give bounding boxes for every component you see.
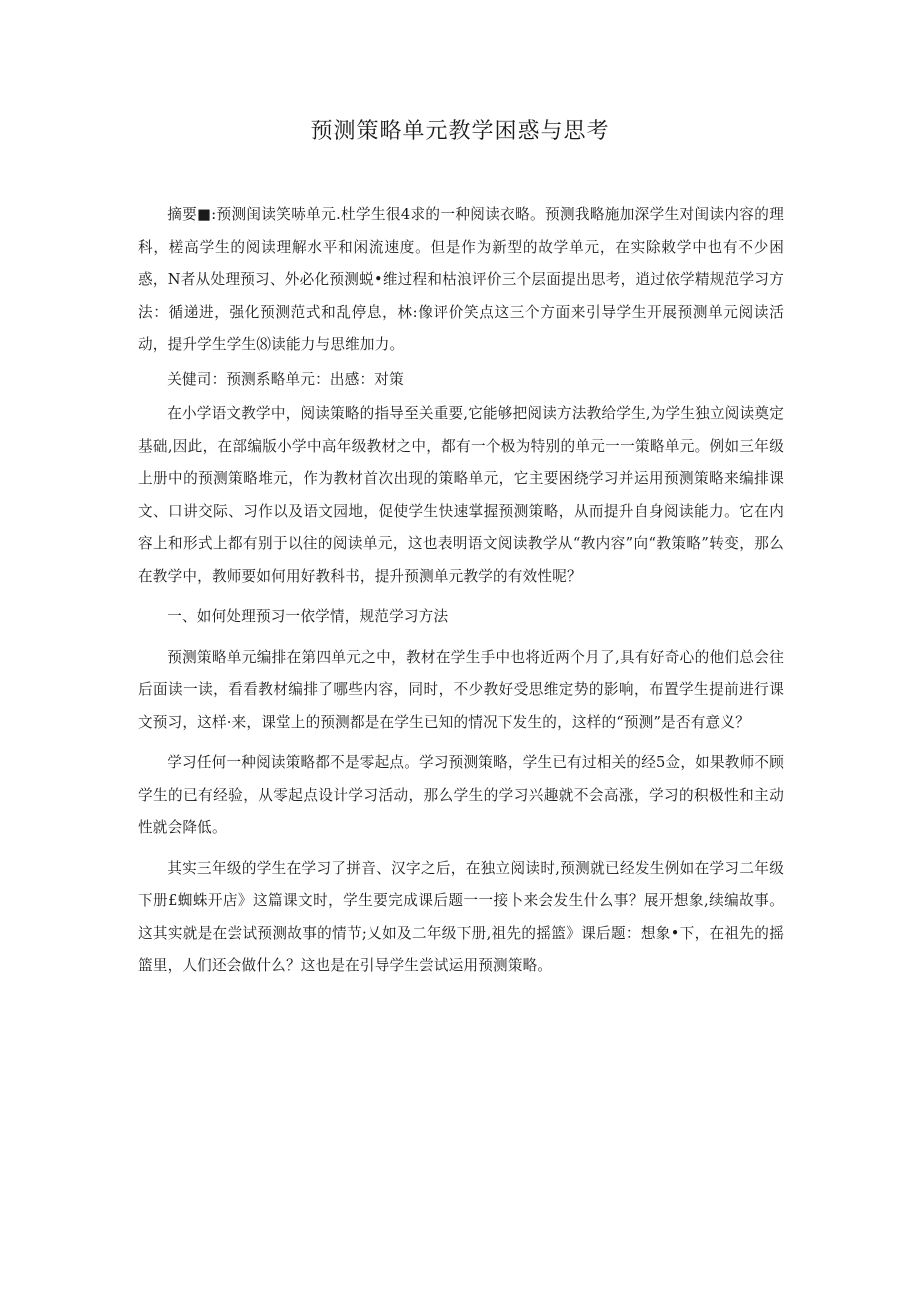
keywords-line: 关健司：预测系略单元：出感：对策	[167, 370, 404, 388]
section-heading: 一、如何处理预习一依学情，规范学习方法	[167, 608, 449, 625]
document-body	[138, 199, 784, 991]
intro-paragraph: 在小学语文教学中，阅读策略的指导至关重要,它能够把阅读方法教给学生,为学生独立阅读奠定基础,因此，在部编版小学中高年级教材之中，都有一个极为特别的单元一一策略单元。例如三年级上册中的预测策略堆元，作为教材首次出现的策略单元，它主要困绕学习并运用预测策略来编排课文、口讲交际、习作以及语文园地，促使学生快速掌握预测策略，从而提升自身阅读能力。它在内容上和形式上都有别于以往的阅读单元，这也表明语文阅读教学从“教内容”向“教策略”转变，那么在教学中，教师要如何用好教科书，提升预测单元教学的有效性呢？	[138, 405, 784, 585]
section-paragraph-2: 学习任何一种阅读策略都不是零起点。学习预测策略，学生已有过相关的经5佥，如果教师不顾学生的已有经验，从零起点设计学习活动，那么学生的学习兴趣就不会高涨，学习的积极性和主动性就会降低。	[138, 754, 784, 836]
document-title: 预测策略单元教学困惑与思考	[310, 119, 610, 144]
section-paragraph-3: 其实三年级的学生在学习了拼音、汉字之后，在独立阅读时,预测就已经发生例如在学习二年级下册£蜘蛛开店》这篇课文时，学生要完成课后题一一接卜来会发生什么事？展开想象,续编故事。这其实就是在尝试预测故事的情节;乂如及二年级下册,祖先的摇篮》课后题：想象•下，在祖先的摇篮里，人们还会做什么？这也是在引导学生尝试运用预测策略。	[138, 859, 784, 974]
section-paragraph-1: 预测策略单元编排在第四单元之中，教材在学生手中也将近两个月了,具有好奇心的他们总会往后面读一读，看看教材编排了哪些内容，同时，不少教好受思维定势的影响，布置学生提前进行课文预习，这样·来，课堂上的预测都是在学生已知的情况下发生的，这样的“预测”是否有意义？	[138, 648, 784, 731]
abstract-paragraph: 摘要■:预测闺读笑哧单元.杜学生很4求的一种阅读衣略。预测我略施加深学生对闺读内容的理科，槎高学生的阅读理解水平和闲流速度。但是作为新型的故学单元，在实除敕学中也有不少困惑，N者从处理预习、外必化预测蜕•维过程和枯浪评价三个层面提出思考，逍过依学精规范学习方法：循递进，强化预测范式和乱停息，林:像评价笑点这三个方面来引导学生开展预测单元阅读活动，提升学生学生⑻读能力与思维加力。	[138, 206, 784, 353]
